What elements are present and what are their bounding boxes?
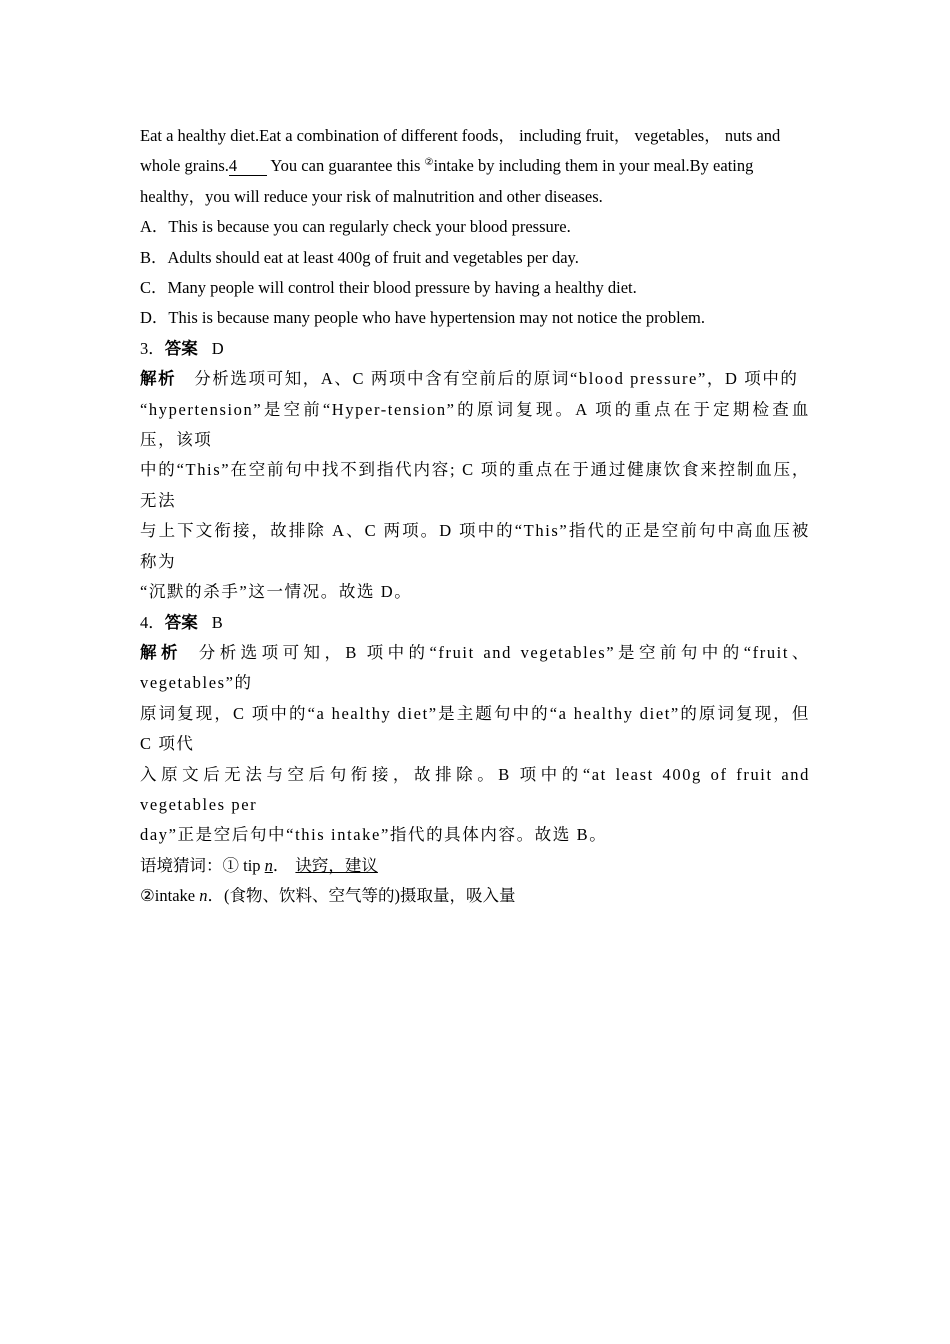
- document-page: [140, 121, 810, 912]
- analysis-4-line-3: 入原文后无法与空后句衔接，故排除。B 项中的“at least 400g of fruit and vegetables per: [140, 764, 810, 814]
- option-text: Adults should eat at least 400g of fruit and vegetables per day.: [167, 247, 579, 267]
- vocab-meaning: 诀窍，建议: [295, 855, 378, 875]
- question-number: 4．: [140, 612, 165, 632]
- vocab-pos: n: [264, 855, 273, 875]
- analysis-3-line-5: “沉默的杀手”这一情况。故选 D。: [140, 582, 413, 602]
- option-c: [140, 273, 810, 303]
- answer-label: 答案: [164, 338, 198, 358]
- vocab-line-2: [140, 881, 810, 911]
- option-letter: B．: [140, 247, 168, 267]
- option-text: Many people will control their blood pressure by having a healthy diet.: [167, 278, 637, 298]
- analysis-3-line-2: “hypertension”是空前“Hyper-tension”的原词复现。A 项的重点在于定期检查血压，该项: [140, 399, 810, 450]
- passage-text: intake by including them in your meal.By eating: [433, 156, 754, 176]
- vocab-label: 语境猜词：: [140, 855, 223, 875]
- vocab-word: intake: [154, 886, 200, 906]
- question-number: 3．: [140, 338, 165, 358]
- option-letter: D．: [140, 308, 169, 328]
- option-text: This is because many people who have hypertension may not notice the problem.: [168, 308, 705, 328]
- answer-4-heading: [140, 608, 810, 638]
- option-b: [140, 243, 810, 273]
- option-text: This is because you can regularly check your blood pressure.: [168, 217, 571, 237]
- footnote-mark-2: ②: [424, 157, 434, 169]
- answer-3-heading: [140, 334, 810, 364]
- vocab-mark: ②: [140, 886, 155, 906]
- option-letter: A．: [140, 217, 169, 237]
- option-d: [140, 303, 810, 333]
- answer-value: B: [211, 612, 223, 632]
- analysis-label: 解析: [140, 642, 182, 662]
- blank-4: 4: [229, 157, 267, 176]
- option-letter: C．: [140, 278, 168, 298]
- analysis-text: 分析选项可知，A、C 两项中含有空前后的原词“blood pressure”，D 项中的: [194, 369, 799, 389]
- vocab-meaning: ．(食物、饮料、空气等的)摄取量，吸入量: [207, 886, 516, 906]
- vocab-pos: n: [199, 886, 208, 906]
- passage-line-1: Eat a healthy diet.Eat a combination of different foods， including fruit， vegetables， nuts and: [140, 126, 781, 145]
- analysis-3-line-3: 中的“This”在空前句中找不到指代内容; C 项的重点在于通过健康饮食来控制血压，无法: [140, 460, 810, 510]
- passage-text: You can guarantee this: [266, 156, 425, 176]
- analysis-3-line-4: 与上下文衔接，故排除 A、C 两项。D 项中的“This”指代的正是空前句中高血压被称为: [140, 521, 810, 571]
- vocab-dot: ．: [272, 855, 290, 875]
- vocab-line-1: [140, 851, 810, 881]
- vocab-mark: ①: [222, 855, 239, 875]
- analysis-4-line-2: 原词复现，C 项中的“a healthy diet”是主题句中的“a healthy diet”的原词复现，但 C 项代: [140, 703, 810, 754]
- analysis-4-line-4: day”正是空后句中“this intake”指代的具体内容。故选 B。: [140, 825, 608, 845]
- analysis-text: 分析选项可知，B 项中的“fruit and vegetables”是空前句中的“fruit、vegetables”的: [140, 642, 810, 693]
- answer-label: 答案: [164, 612, 198, 632]
- analysis-4-line-1: [140, 638, 810, 699]
- passage-line-3: healthy，you will reduce your risk of malnutrition and other diseases.: [140, 186, 603, 206]
- passage-line-2: [140, 151, 810, 181]
- answer-value: D: [211, 338, 224, 358]
- option-a: [140, 212, 810, 242]
- vocab-word: tip: [239, 855, 265, 875]
- analysis-label: 解析: [140, 369, 177, 389]
- analysis-3-line-1: [140, 364, 810, 394]
- passage-text: whole grains.: [140, 156, 229, 176]
